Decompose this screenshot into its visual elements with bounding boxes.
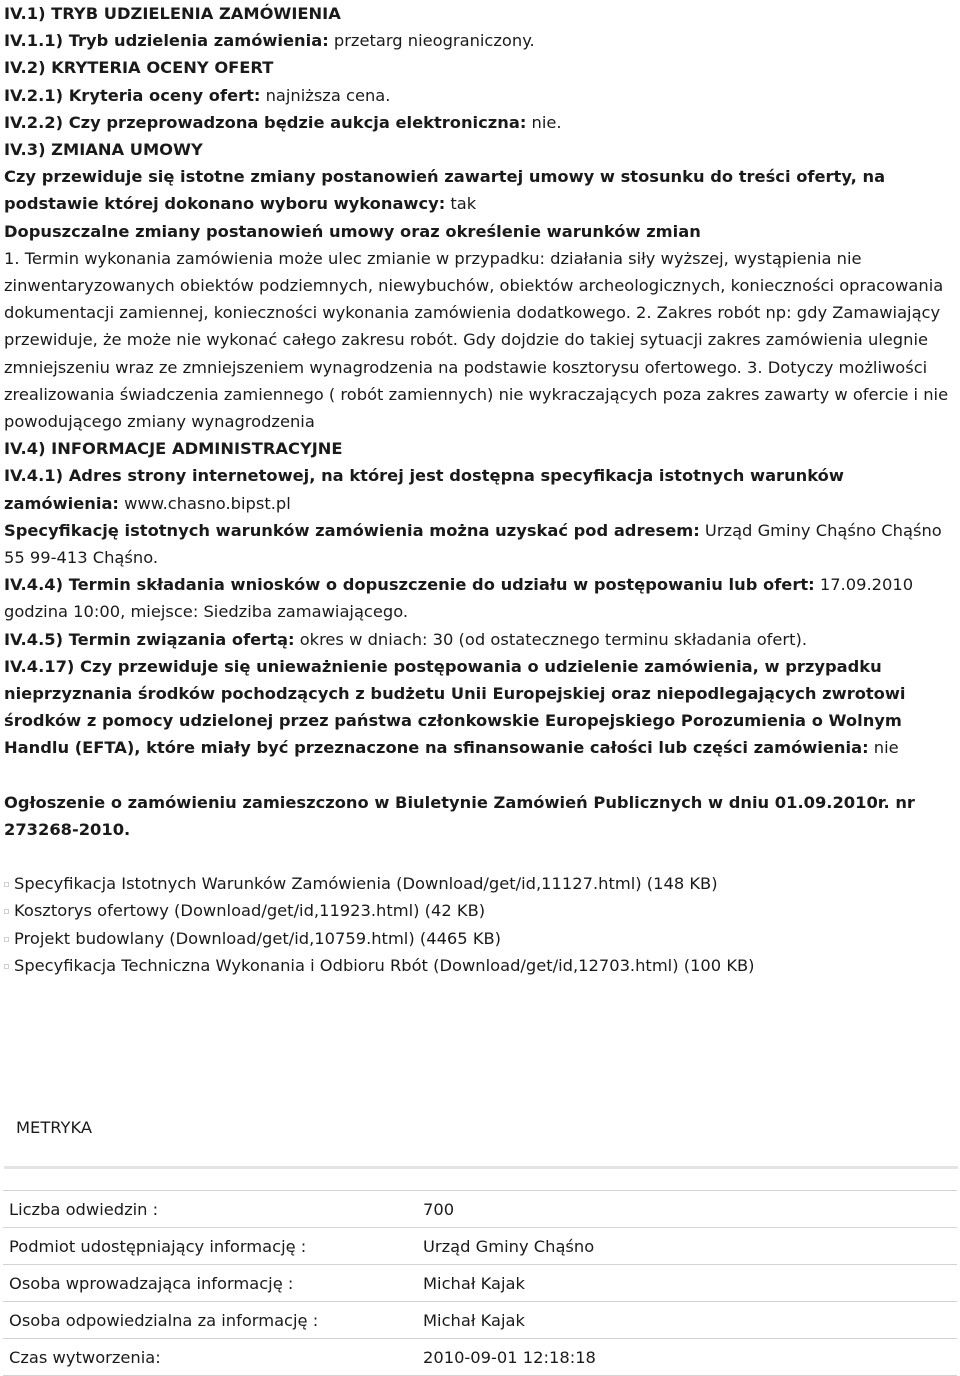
field-label: Czy przewiduje się istotne zmiany postanowień zawartej umowy w stosunku do treści oferty, na podstawie której dokonano wyboru wykonawcy: <box>4 167 886 214</box>
attachment-link[interactable]: Projekt budowlany (Download/get/id,10759.html) (4465 KB) <box>4 925 956 952</box>
field-kryteria <box>4 82 956 109</box>
field-label: IV.4.17) Czy przewiduje się unieważnienie postępowania o udzielenie zamówienia, w przypadku nieprzyznania środków pochodzących z budżetu Unii Europejskiej oraz niepodlegających zwrotowi środków z pomocy udzielonej przez państwa członkowskie Europejskiego Porozumienia o Wolnym Handlu (EFTA), które miały być przeznaczone na sfinansowanie całości lub części zamówienia: <box>4 656 906 758</box>
field-value: tak <box>445 194 477 214</box>
metryka-table <box>3 1190 957 1376</box>
section-heading: IV.1) TRYB UDZIELENIA ZAMÓWIENIA <box>4 4 341 23</box>
spacer <box>4 762 956 789</box>
table-row <box>3 1339 957 1376</box>
metryka-label: Podmiot udostępniający informację : <box>3 1228 417 1265</box>
section-heading: IV.2) KRYTERIA OCENY OFERT <box>4 58 274 78</box>
attachment-list <box>4 870 956 979</box>
divider <box>4 1166 958 1169</box>
field-zmiany <box>4 163 956 217</box>
field-deadline <box>4 571 956 625</box>
announcement-content <box>4 0 956 979</box>
field-label: IV.2.1) Kryteria oceny ofert: <box>4 85 261 105</box>
field-value: nie. <box>526 112 562 132</box>
metryka-value: 700 <box>417 1191 957 1228</box>
publication-note: Ogłoszenie o zamówieniu zamieszczono w Biuletynie Zamówień Publicznych w dniu 01.09.2010r. nr 273268-2010. <box>4 792 915 839</box>
table-row <box>3 1191 957 1228</box>
bullet-icon <box>4 964 9 969</box>
field-value: najniższa cena. <box>260 85 391 105</box>
metryka-value: Michał Kajak <box>417 1265 957 1302</box>
metryka-label: Osoba wprowadzająca informację : <box>3 1265 417 1302</box>
bullet-icon <box>4 909 9 914</box>
field-siwz-address <box>4 517 956 571</box>
field-label: IV.4.5) Termin związania ofertą: <box>4 629 295 649</box>
metryka-label: Czas wytworzenia: <box>3 1339 417 1376</box>
section-heading: IV.4) INFORMACJE ADMINISTRACYJNE <box>4 439 343 459</box>
field-value: okres w dniach: 30 (od ostatecznego terminu składania ofert). <box>294 629 808 649</box>
section-heading: IV.3) ZMIANA UMOWY <box>4 140 203 160</box>
metryka-value: Michał Kajak <box>417 1302 957 1339</box>
field-aukcja <box>4 109 956 136</box>
field-tryb <box>4 27 956 54</box>
bullet-icon <box>4 937 9 942</box>
metryka-value: 2010-09-01 12:18:18 <box>417 1339 957 1376</box>
field-label: Specyfikację istotnych warunków zamówienia można uzyskać pod adresem: <box>4 520 700 540</box>
field-value: Urząd Gminy Chąśno Chąśno 55 99-413 Chąśno. <box>4 520 942 568</box>
metryka-title: METRYKA <box>16 1118 93 1137</box>
metryka-value: Urząd Gminy Chąśno <box>417 1228 957 1265</box>
attachment-link[interactable]: Specyfikacja Techniczna Wykonania i Odbioru Rbót (Download/get/id,12703.html) (100 KB) <box>4 952 956 979</box>
field-value: 17.09.2010 godzina 10:00, miejsce: Siedziba zamawiającego. <box>4 575 914 622</box>
field-label: IV.2.2) Czy przeprowadzona będzie aukcja elektroniczna: <box>4 112 527 132</box>
attachment-link[interactable]: Specyfikacja Istotnych Warunków Zamówienia (Download/get/id,11127.html) (148 KB) <box>4 870 956 897</box>
field-label: IV.4.4) Termin składania wniosków o dopuszczenie do udziału w postępowaniu lub ofert: <box>4 575 815 595</box>
field-label: IV.4.1) Adres strony internetowej, na której jest dostępna specyfikacja istotnych warunków zamówienia: <box>4 466 844 513</box>
attachment-link[interactable]: Kosztorys ofertowy (Download/get/id,11923.html) (42 KB) <box>4 897 956 924</box>
allowed-changes-text: 1. Termin wykonania zamówienia może ulec zmianie w przypadku: działania siły wyższej, wystąpienia nie zinwentaryzowanych obiektów podziemnych, niewybuchów, obiektów archeologicznych, konieczności opracowania dokumentacji zamiennej, konieczności wykonania zamówienia dodatkowego. 2. Zakres robót np: gdy Zamawiający przewiduje, że może nie wykonać całego zakresu robót. Gdy dojdzie do takiej sytuacji zakres zamówienia ulegnie zmniejszeniu wraz ze zmniejszeniem wynagrodzenia na podstawie kosztorysu ofertowego. 3. Dotyczy możliwości zrealizowania świadczenia zamiennego ( robót zamiennych) nie wykraczających poza zakres zawarty w ofercie i nie powodującego zmiany wynagrodzenia <box>4 248 949 432</box>
spacer <box>4 843 956 870</box>
table-row <box>3 1265 957 1302</box>
table-row <box>3 1302 957 1339</box>
field-label: IV.1.1) Tryb udzielenia zamówienia: <box>4 31 329 51</box>
field-binding <box>4 626 956 653</box>
field-annulment <box>4 653 956 762</box>
bullet-icon <box>4 882 9 887</box>
metryka-label: Osoba odpowiedzialna za informację : <box>3 1302 417 1339</box>
subheading-allowed-changes: Dopuszczalne zmiany postanowień umowy oraz określenie warunków zmian <box>4 221 701 241</box>
metryka-label: Liczba odwiedzin : <box>3 1191 417 1228</box>
field-website <box>4 462 956 516</box>
field-value: przetarg nieograniczony. <box>328 31 535 51</box>
field-value: nie <box>868 738 899 758</box>
field-value: www.chasno.bipst.pl <box>118 493 291 513</box>
table-row <box>3 1228 957 1265</box>
